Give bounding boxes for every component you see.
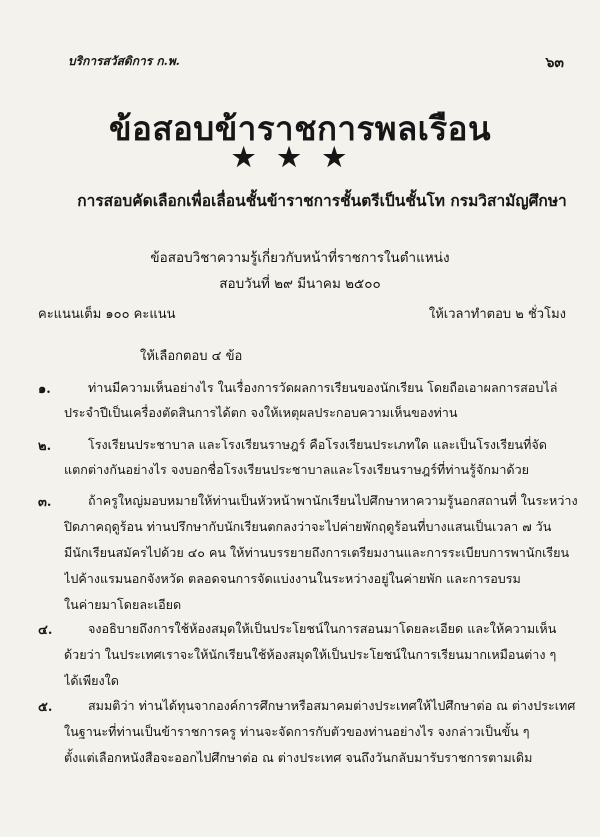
question-line: ในฐานะที่ท่านเป็นข้าราชการครู ท่านจะจัดการกับตัวของท่านอย่างไร จงกล่าวเป็นขั้น ๆ [64, 724, 530, 739]
question-line: ได้เพียงใด [64, 673, 119, 688]
question-line: ปิดภาคฤดูร้อน ท่านปรึกษากับนักเรียนตกลงว่าจะไปค่ายพักฤดูร้อนที่บางแสนเป็นเวลา ๗ วัน [64, 519, 552, 534]
time-limit: ให้เวลาทำตอบ ๒ ชั่วโมง [428, 307, 566, 322]
page-title: ข้อสอบข้าราชการพลเรือน [108, 109, 492, 148]
running-header: บริการสวัสดิการ ก.พ. [68, 54, 180, 68]
question-line: ไปค้างแรมนอกจังหวัด ตลอดจนการจัดแบ่งงานในระหว่างอยู่ในค่ายพัก และการอบรม [64, 571, 521, 586]
question-number: ๒. [38, 439, 52, 454]
exam-date: สอบวันที่ ๒๙ มีนาคม ๒๕๐๐ [219, 276, 381, 292]
question-line: ท่านมีความเห็นอย่างไร ในเรื่องการวัดผลการเรียนของนักเรียน โดยถือเอาผลการสอบไล่ [88, 380, 558, 395]
instruction: ให้เลือกตอบ ๔ ข้อ [140, 349, 243, 364]
page-number: ๖๓ [545, 55, 564, 71]
question-number: ๑. [38, 382, 51, 397]
question-line: มีนักเรียนสมัครไปด้วย ๔๐ คน ให้ท่านบรรยายถึงการเตรียมงานและการระเบียบการพานักเรียน [64, 545, 570, 560]
exam-subject: ข้อสอบวิชาความรู้เกี่ยวกับหน้าที่ราชการในตำแหน่ง [150, 250, 450, 266]
full-score: คะแนนเต็ม ๑๐๐ คะแนน [38, 307, 176, 322]
question-line: สมมติว่า ท่านได้ทุนจากองค์การศึกษาหรือสมาคมต่างประเทศให้ไปศึกษาต่อ ณ ต่างประเทศ [88, 698, 576, 713]
question-number: ๔. [38, 623, 53, 638]
exam-subtitle: การสอบคัดเลือกเพื่อเลื่อนชั้นข้าราชการชั้นตรีเป็นชั้นโท กรมวิสามัญศึกษา [77, 191, 567, 210]
question-line: ถ้าครูใหญ่มอบหมายให้ท่านเป็นหัวหน้าพานักเรียนไปศึกษาหาความรู้นอกสถานที่ ในระหว่าง [88, 493, 578, 508]
question-line: แตกต่างกันอย่างไร จงบอกชื่อโรงเรียนประชาบาลและโรงเรียนราษฎร์ที่ท่านรู้จักมาด้วย [64, 462, 530, 477]
question-number: ๕. [38, 700, 53, 715]
star-ornament: ★★★ [232, 143, 368, 173]
question-line: ในค่ายมาโดยละเอียด [64, 597, 182, 612]
question-line: ตั้งแต่เลือกหนังสือจะออกไปศึกษาต่อ ณ ต่างประเทศ จนถึงวันกลับมารับราชการตามเดิม [64, 750, 533, 765]
question-line: จงอธิบายถึงการใช้ห้องสมุดให้เป็นประโยชน์ในการสอนมาโดยละเอียด และให้ความเห็น [88, 621, 557, 636]
question-line: ประจำปีเป็นเครื่องตัดสินการได้ตก จงให้เหตุผลประกอบความเห็นของท่าน [64, 405, 458, 420]
question-number: ๓. [38, 495, 52, 510]
question-line: ด้วยว่า ในประเทศเราจะให้นักเรียนใช้ห้องสมุดให้เป็นประโยชน์ในการเรียนมากเหมือนต่าง ๆ [64, 647, 557, 662]
question-line: โรงเรียนประชาบาล และโรงเรียนราษฎร์ คือโรงเรียนประเภทใด และเป็นโรงเรียนที่จัด [88, 437, 547, 452]
